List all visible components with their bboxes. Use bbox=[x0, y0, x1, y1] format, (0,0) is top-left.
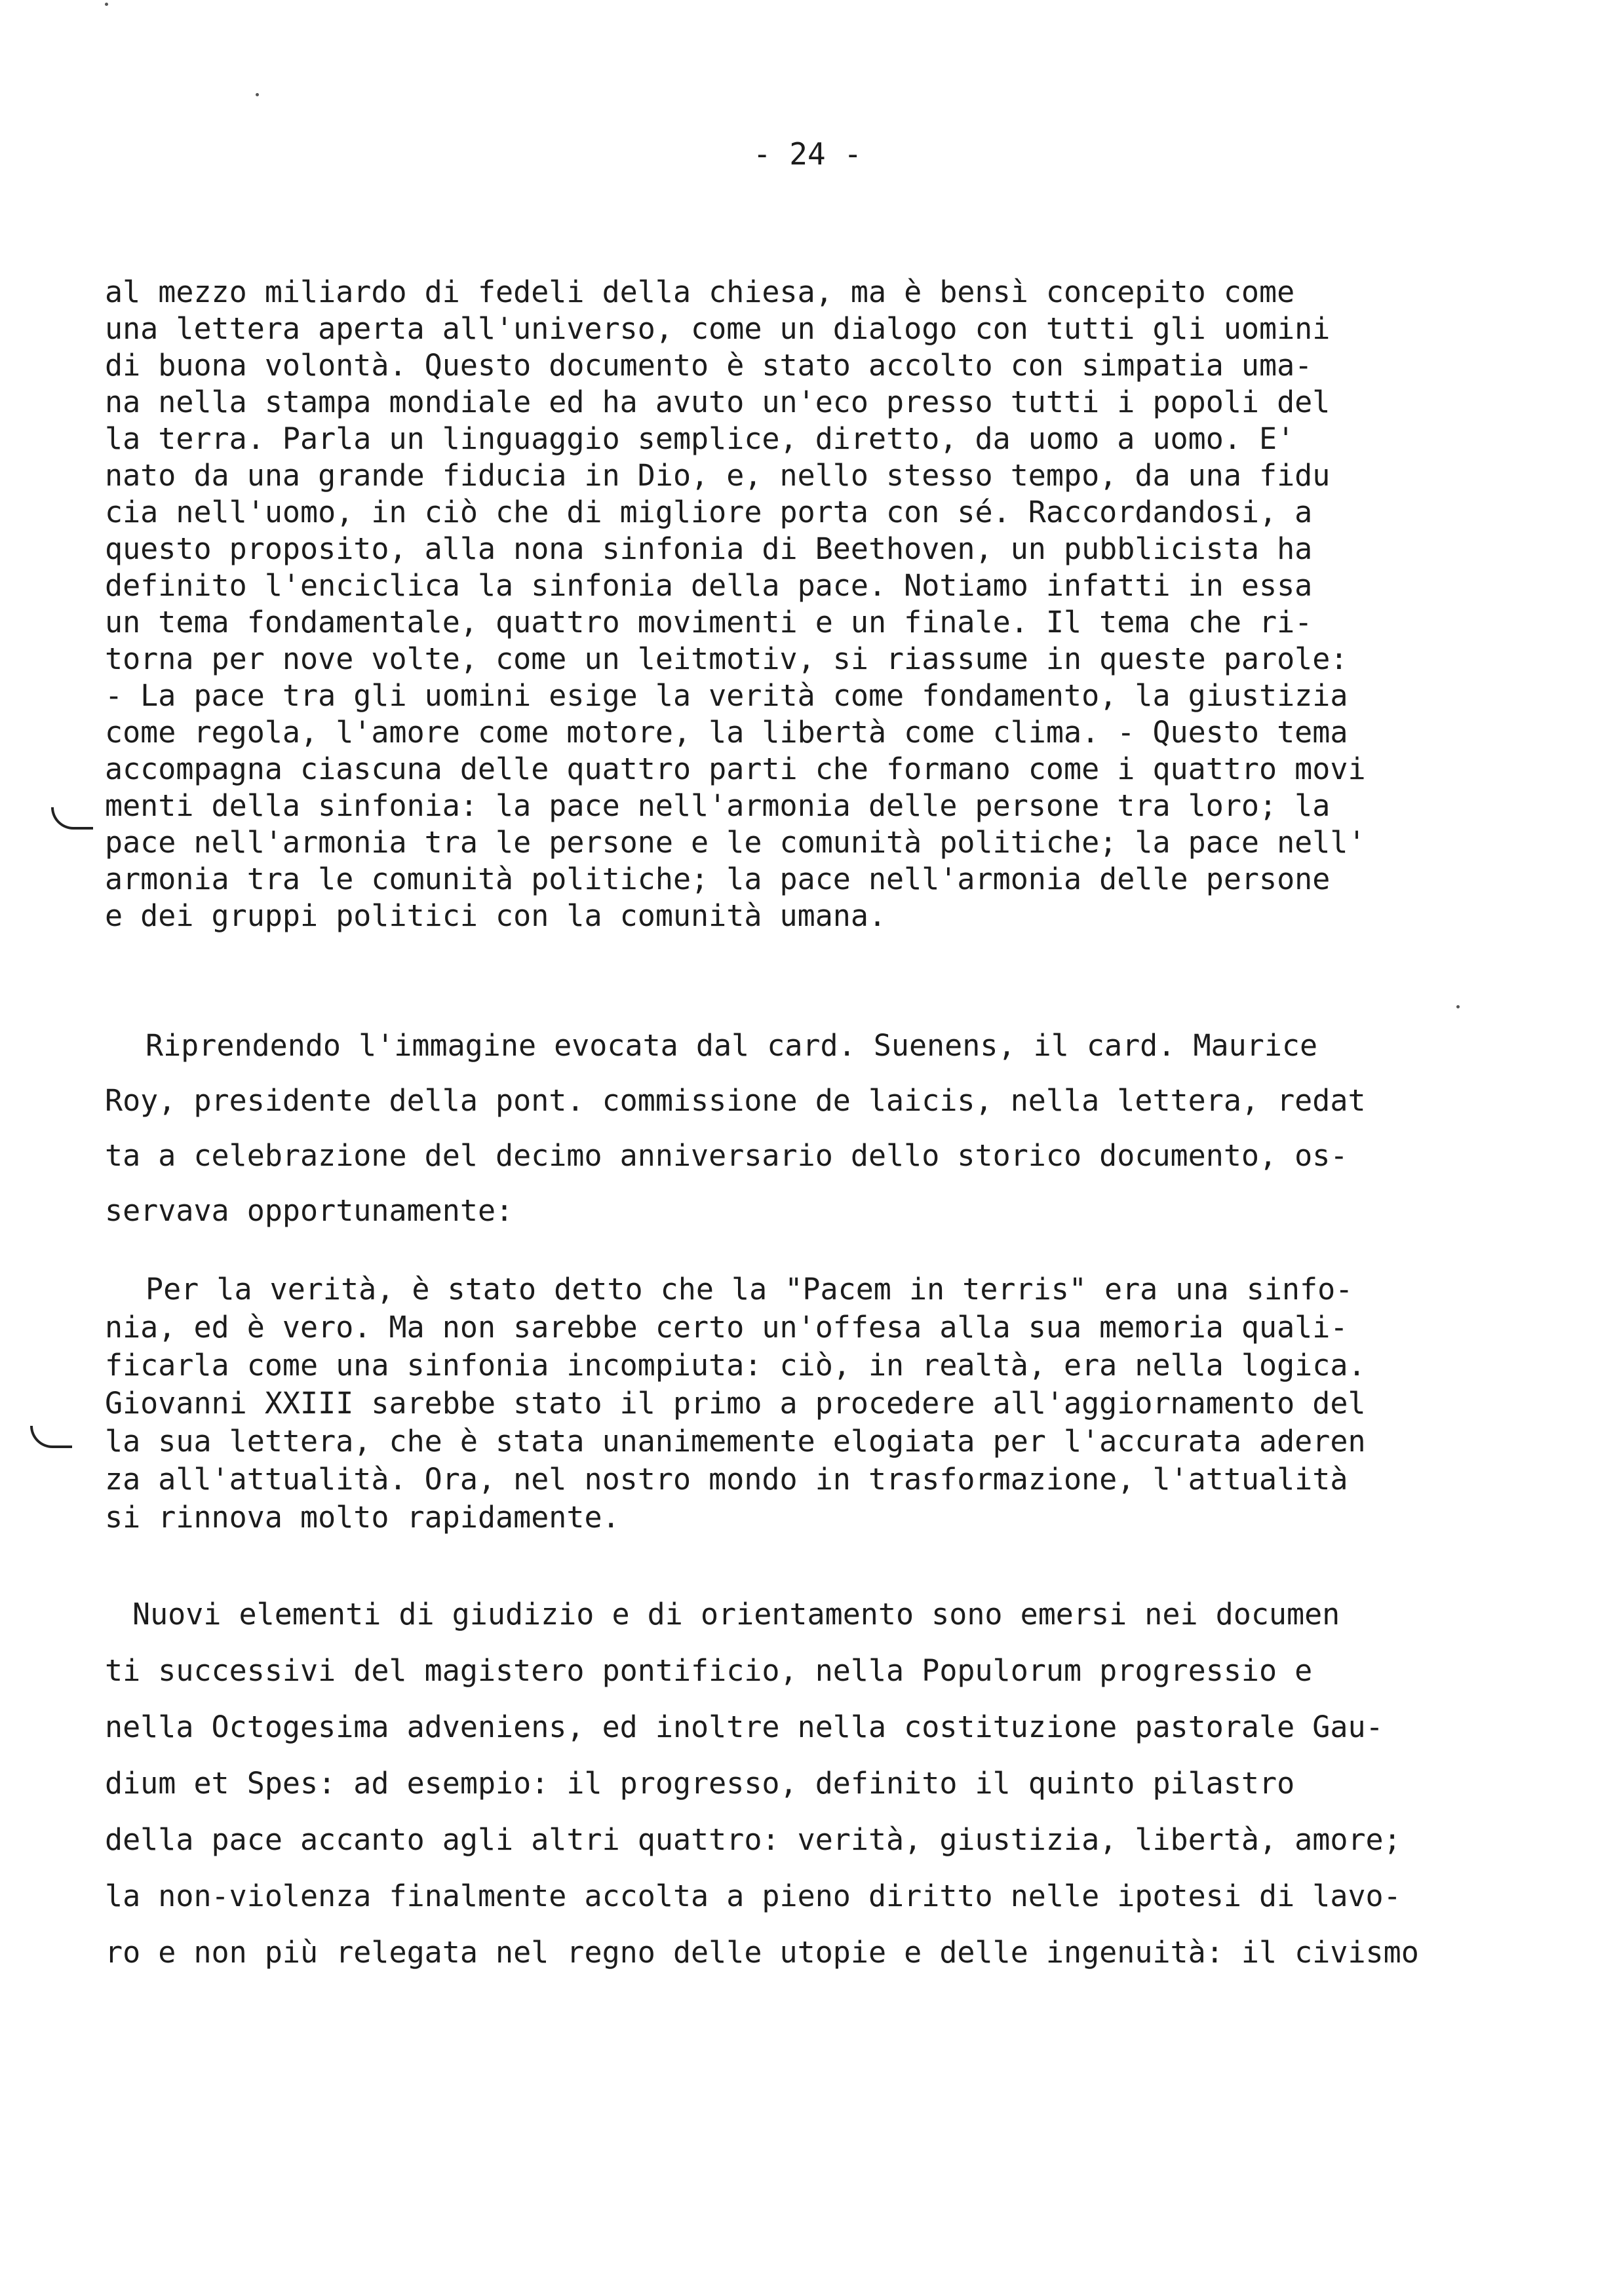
text-line: menti della sinfonia: la pace nell'armonia delle persone tra loro; la bbox=[105, 788, 1331, 823]
margin-mark bbox=[51, 807, 93, 830]
text-line: la non-violenza finalmente accolta a pieno diritto nelle ipotesi di lavo- bbox=[105, 1879, 1401, 1913]
text-line: ti successivi del magistero pontificio, nella Populorum progressio e bbox=[105, 1653, 1313, 1688]
text-line: la sua lettera, che è stata unanimemente elogiata per l'accurata aderen bbox=[105, 1424, 1366, 1459]
text-line: un tema fondamentale, quattro movimenti e un finale. Il tema che ri- bbox=[105, 605, 1313, 640]
text-line: ro e non più relegata nel regno delle utopie e delle ingenuità: il civismo bbox=[105, 1935, 1419, 1970]
margin-mark bbox=[30, 1426, 72, 1448]
text-line: come regola, l'amore come motore, la libertà come clima. - Questo tema bbox=[105, 715, 1348, 750]
text-line: za all'attualità. Ora, nel nostro mondo in trasformazione, l'attualità bbox=[105, 1462, 1348, 1497]
text-line: torna per nove volte, come un leitmotiv, si riassume in queste parole: bbox=[105, 641, 1348, 676]
text-line: ficarla come una sinfonia incompiuta: ciò, in realtà, era nella logica. bbox=[105, 1348, 1366, 1383]
paragraph-3 bbox=[105, 1596, 1521, 2002]
text-line: una lettera aperta all'universo, come un dialogo con tutti gli uomini bbox=[105, 311, 1331, 346]
text-line: nato da una grande fiducia in Dio, e, nello stesso tempo, da una fidu bbox=[105, 458, 1331, 493]
text-line: al mezzo miliardo di fedeli della chiesa, ma è bensì concepito come bbox=[105, 275, 1295, 309]
page-number: - 24 - bbox=[752, 136, 863, 172]
text-line: cia nell'uomo, in ciò che di migliore porta con sé. Raccordandosi, a bbox=[105, 495, 1313, 529]
text-line: nella Octogesima adveniens, ed inoltre nella costituzione pastorale Gau- bbox=[105, 1710, 1384, 1744]
scan-speck bbox=[256, 93, 259, 96]
text-line: e dei gruppi politici con la comunità umana. bbox=[105, 898, 887, 933]
text-line: Giovanni XXIII sarebbe stato il primo a procedere all'aggiornamento del bbox=[105, 1386, 1366, 1421]
text-line: - La pace tra gli uomini esige la verità come fondamento, la giustizia bbox=[105, 678, 1348, 713]
text-line: dium et Spes: ad esempio: il progresso, definito il quinto pilastro bbox=[105, 1766, 1295, 1801]
text-line: armonia tra le comunità politiche; la pace nell'armonia delle persone bbox=[105, 862, 1331, 896]
text-line: servava opportunamente: bbox=[105, 1193, 514, 1228]
text-line: definito l'enciclica la sinfonia della pace. Notiamo infatti in essa bbox=[105, 568, 1313, 603]
text-line: Riprendendo l'immagine evocata dal card. Suenens, il card. Maurice bbox=[146, 1028, 1318, 1063]
text-line: la terra. Parla un linguaggio semplice, diretto, da uomo a uomo. E' bbox=[105, 421, 1295, 456]
text-line: di buona volontà. Questo documento è stato accolto con simpatia uma- bbox=[105, 348, 1313, 383]
text-line: Per la verità, è stato detto che la "Pacem in terris" era una sinfo- bbox=[146, 1272, 1353, 1307]
text-line: nia, ed è vero. Ma non sarebbe certo un'offesa alla sua memoria quali- bbox=[105, 1310, 1348, 1345]
quote-block bbox=[105, 1271, 1521, 1546]
text-line: na nella stampa mondiale ed ha avuto un'eco presso tutti i popoli del bbox=[105, 385, 1331, 419]
paragraph-1 bbox=[105, 274, 1521, 968]
text-line: si rinnova molto rapidamente. bbox=[105, 1500, 620, 1535]
text-line: pace nell'armonia tra le persone e le comunità politiche; la pace nell' bbox=[105, 825, 1366, 860]
text-line: ta a celebrazione del decimo anniversario dello storico documento, os- bbox=[105, 1138, 1348, 1173]
paragraph-2 bbox=[105, 1027, 1521, 1228]
scan-speck bbox=[1456, 1005, 1460, 1008]
scan-speck bbox=[105, 3, 108, 6]
text-line: accompagna ciascuna delle quattro parti che formano come i quattro movi bbox=[105, 752, 1366, 786]
text-line: questo proposito, alla nona sinfonia di Beethoven, un pubblicista ha bbox=[105, 531, 1313, 566]
text-line: Nuovi elementi di giudizio e di orientamento sono emersi nei documen bbox=[132, 1597, 1340, 1632]
text-line: Roy, presidente della pont. commissione de laicis, nella lettera, redat bbox=[105, 1083, 1366, 1118]
text-line: della pace accanto agli altri quattro: verità, giustizia, libertà, amore; bbox=[105, 1822, 1401, 1857]
